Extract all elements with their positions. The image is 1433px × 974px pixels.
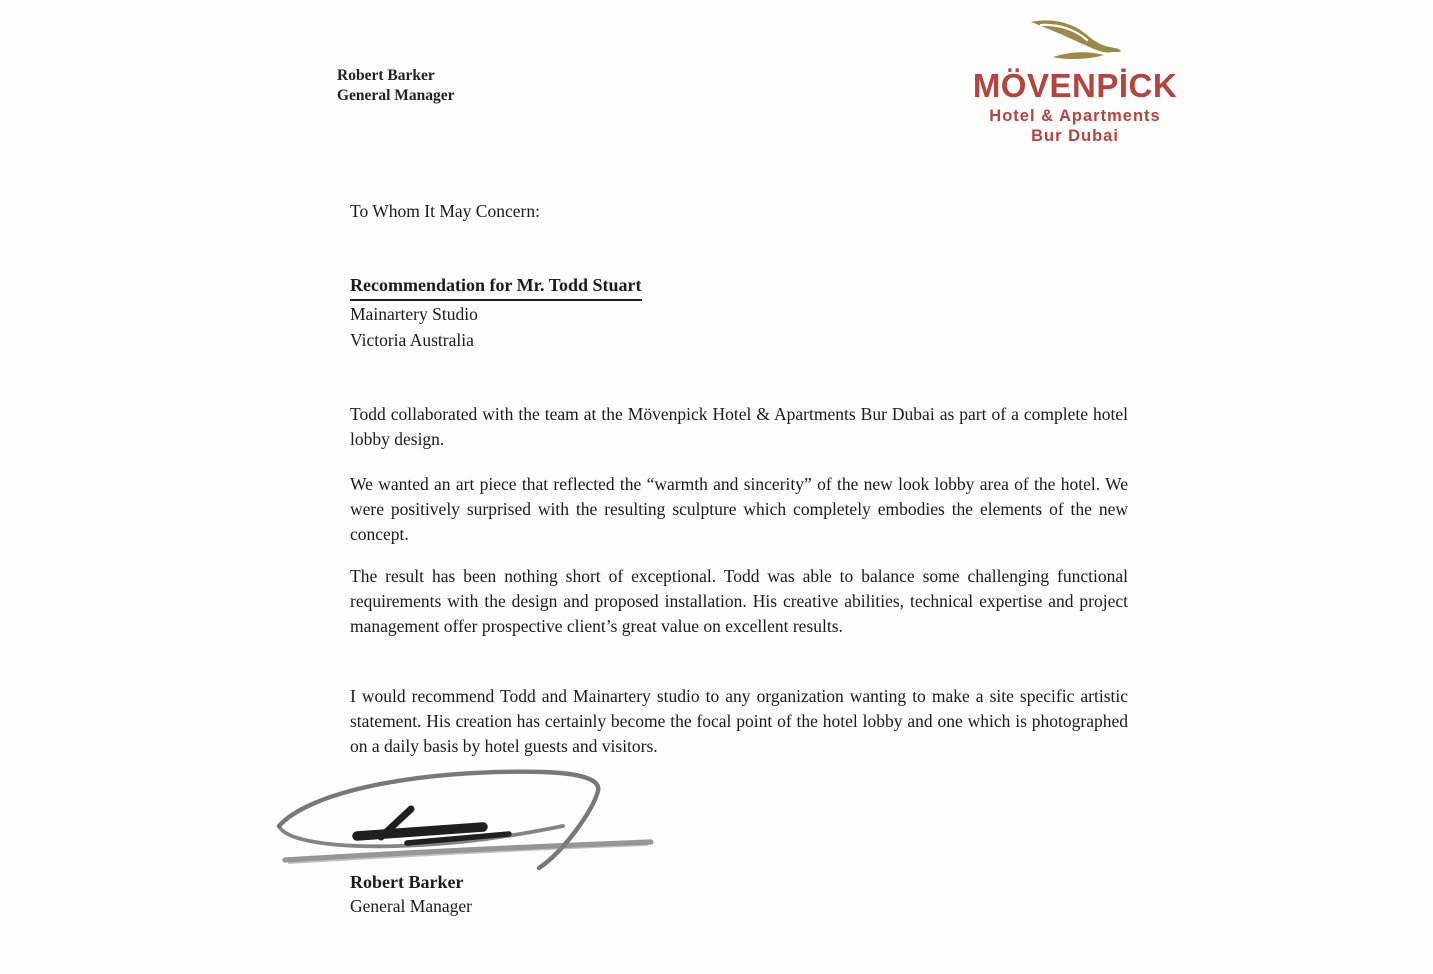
signer-block	[350, 870, 472, 918]
recipient-location: Victoria Australia	[350, 330, 474, 350]
paragraph-1: Todd collaborated with the team at the Mövenpick Hotel & Apartments Bur Dubai as part of a complete hotel lobby design.	[350, 404, 1128, 449]
handwritten-signature	[257, 764, 657, 876]
hotel-logo	[950, 16, 1200, 145]
signer-title: General Manager	[350, 896, 472, 916]
brand-name: MÖVENPİCK	[972, 67, 1178, 104]
brand-location: Bur Dubai	[1031, 127, 1119, 145]
recipient-company: Mainartery Studio	[350, 304, 478, 324]
signer-name: Robert Barker	[350, 872, 464, 892]
subject-line: Recommendation for Mr. Todd Stuart	[350, 272, 642, 301]
paragraph-4: I would recommend Todd and Mainartery studio to any organization wanting to make a site specific artistic statement. His creation has certainly become the focal point of the hotel lobby and one which is photographed on a daily basis by hotel guests and visitors.	[350, 686, 1128, 756]
salutation: To Whom It May Concern:	[350, 201, 540, 221]
flying-bird-icon	[1025, 16, 1125, 62]
brand-subtitle: Hotel & Apartments	[989, 107, 1161, 125]
sender-title: General Manager	[337, 87, 455, 104]
recipient-block	[350, 272, 642, 353]
sender-block	[337, 66, 455, 106]
paragraph-3: The result has been nothing short of exceptional. Todd was able to balance some challenging functional requirements with the design and proposed installation. His creative abilities, technical expertise and project management offer prospective client’s great value on excellent results.	[350, 566, 1128, 636]
paragraph-2: We wanted an art piece that reflected the “warmth and sincerity” of the new look lobby area of the hotel. We were positively surprised with the resulting sculpture which completely embodies the elements of the new concept.	[350, 474, 1128, 544]
sender-name: Robert Barker	[337, 67, 435, 84]
